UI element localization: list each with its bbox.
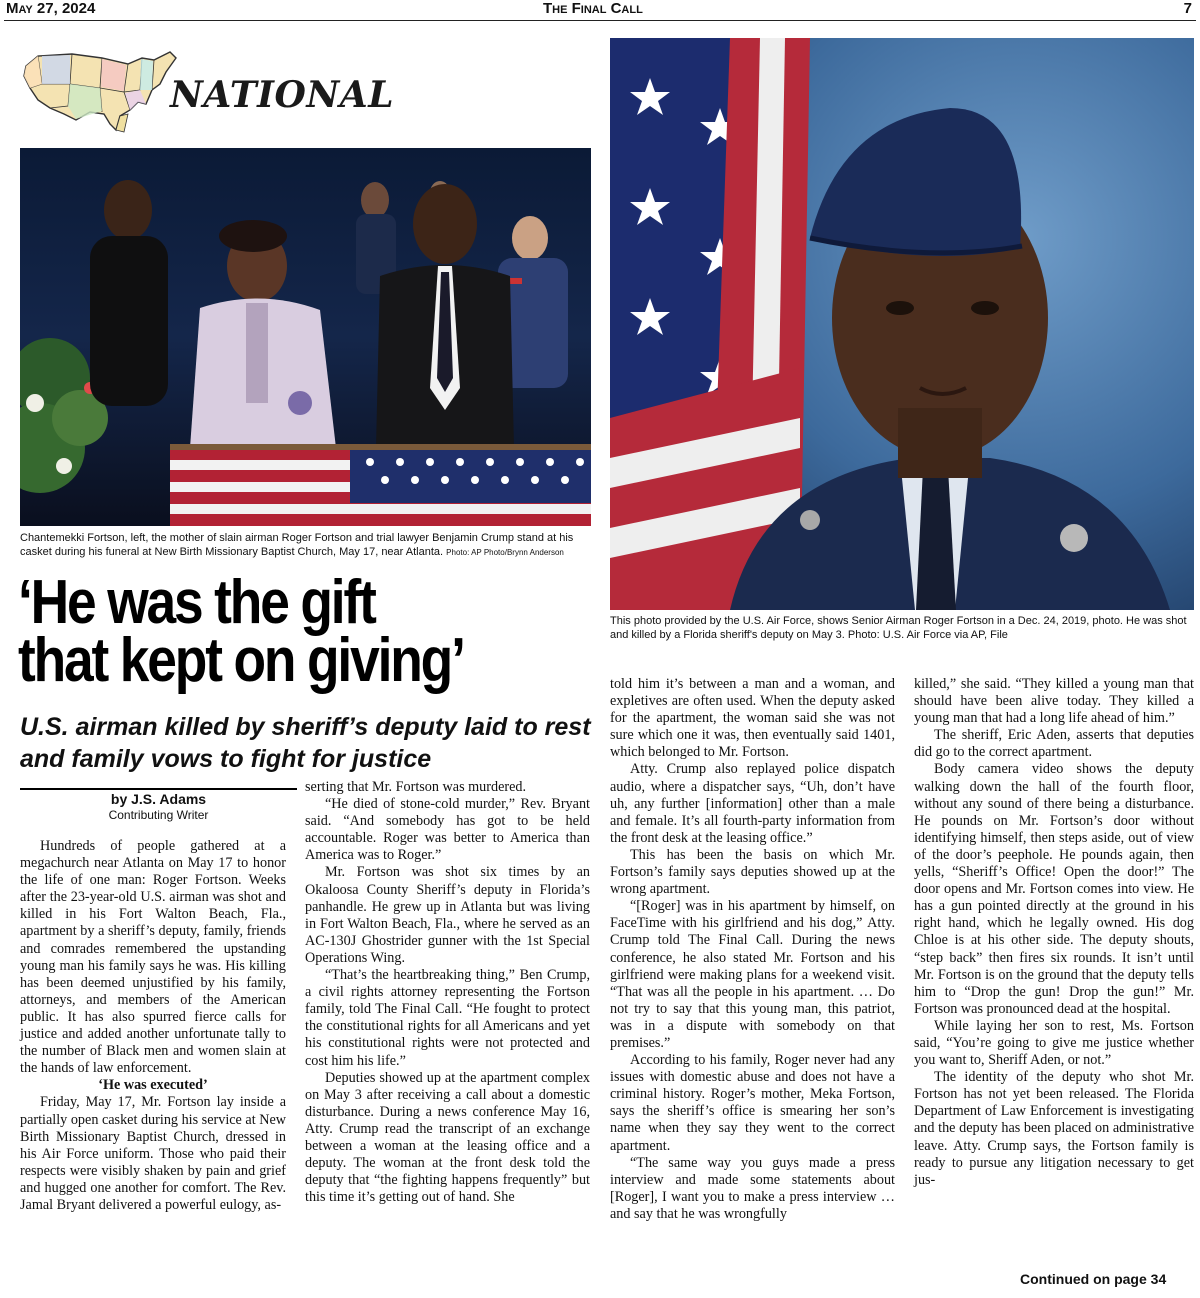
paragraph: Deputies showed up at the apartment complex on May 3 after receiving a call about a domestic disturbance. During a news conference May 16, Atty. Crump read the transcript of an exchange between a woman at the leasing office and a deputy. The woman at the front desk told the deputy that “the fighting happens frequently” but this time it’s getting out of hand. She	[305, 1069, 590, 1206]
paragraph: “That’s the heartbreaking thing,” Ben Crump, a civil rights attorney representing the Fortson family, told The Final Call. “He fought to protect the constitutional rights for all Americans and yet his constitutional rights were not protected and cost him his life.”	[305, 967, 590, 1069]
paragraph: Atty. Crump also replayed police dispatch audio, where a dispatcher says, “Uh, don’t have uh, any further [information] other than a male and female. It’s all fourth-party information from the front desk at the leasing office.”	[610, 761, 895, 846]
paragraph: “[Roger] was in his apartment by himself, on FaceTime with his girlfriend and his dog,” Atty. Crump told The Final Call. During the news conference, he also stated Mr. Fortson and his girlfriend were making plans for a weekend visit. “That was all the people in his apartment. … Do not try to say that this young man, this patriot, was in a dispute with somebody on that premises.”	[610, 898, 895, 1051]
paragraph: Body camera video shows the deputy walking down the hall of the fourth floor, without any sound of there being a disturbance. He pounds on Mr. Fortson’s door without identifying himself, then steps aside, out of view of the door’s peephole. He pounds again, then yells, “Sheriff’s Office! Open the door!” The door opens and Mr. Fortson comes into view. He has a gun pointed directly at the ground in his right hand, which he legally owned. His dog Chloe is at his other side. The deputy shouts, “step back” then fires six rounds. It isn’t until Mr. Fortson is on the ground that the deputy tells him to “Drop the gun! Drop the gun!” Mr. Fortson was pronounced dead at the hospital.	[914, 761, 1194, 1017]
headline-line-1: ‘He was the gift	[18, 568, 375, 637]
subhead: ‘He was executed’	[98, 1077, 208, 1094]
page-folio	[0, 0, 1200, 20]
byline-rule	[20, 788, 297, 790]
author-name: by J.S. Adams	[110, 791, 207, 807]
author-role: Contributing Writer	[108, 808, 209, 822]
subheadline-deck: U.S. airman killed by sheriff’s deputy laid to rest and family vows to fight for justice	[20, 713, 591, 773]
page-number: 7	[1183, 0, 1192, 17]
headline-line-2: that kept on giving’	[18, 626, 464, 695]
section-title: NATIONAL	[170, 74, 395, 116]
photo-credit: Photo: AP Photo/Brynn Anderson	[446, 548, 564, 557]
paragraph: “The same way you guys made a press interview and made some statements about [Roger], I want you to make a press interview … and say that he was wrongfully	[610, 1154, 895, 1222]
paragraph: The sheriff, Eric Aden, asserts that deputies did go to the correct apartment.	[914, 727, 1194, 761]
newspaper-name: The Final Call	[543, 0, 643, 17]
headline	[18, 568, 517, 695]
portrait-photo	[610, 38, 1194, 610]
paragraph: The identity of the deputy who shot Mr. Fortson has not yet been released. The Florida Department of Law Enforcement is investigating and the deputy has been placed on administrative leave. Atty. Crump says, the Fortson family is ready to pursue any litigation necessary to get jus-	[914, 1069, 1194, 1188]
jump-line[interactable]: Continued on page 34	[1020, 1271, 1167, 1287]
paragraph: “He died of stone-cold murder,” Rev. Bryant said. “And somebody has got to be held accountable. Roger was better to America than America was to Roger.”	[305, 796, 590, 864]
article-column-4	[914, 676, 1194, 1189]
paragraph: killed,” she said. “They killed a young man that should have been alive today. They killed a young man that had a long life ahead of him.”	[914, 676, 1194, 727]
portrait-photo-caption: This photo provided by the U.S. Air Force, shows Senior Airman Roger Fortson in a Dec. 24, 2019, photo. He was shot and killed by a Florida sheriff's deputy on May 3. Photo: U.S. Air Force via AP, File	[610, 615, 1187, 641]
paragraph: Friday, May 17, Mr. Fortson lay inside a partially open casket during his service at New Birth Missionary Baptist Church, dressed in his Air Force uniform. Those who paid their respects were visibly shaken by pain and grief and hugged one another for comfort. The Rev. Jamal Bryant delivered a powerful eulogy, as-	[20, 1094, 286, 1213]
paragraph: While laying her son to rest, Ms. Fortson said, “You’re going to give me justice whether you want to, Sheriff Aden, or not.”	[914, 1017, 1194, 1069]
paragraph: This has been the basis on which Mr. Fortson’s family says deputies showed up at the wrong apartment.	[610, 846, 895, 898]
paragraph: told him it’s between a man and a woman, and expletives are often used. When the deputy asked for the apartment, the woman said she was not sure which one it was, then eventually said 1401, which belonged to Mr. Fortson.	[610, 676, 895, 761]
article-column-3	[610, 676, 895, 1223]
section-logo	[20, 44, 395, 139]
byline	[20, 791, 297, 823]
issue-date: May 27, 2024	[6, 0, 96, 17]
us-map-icon	[20, 44, 180, 136]
folio-rule	[4, 20, 1196, 21]
paragraph: serting that Mr. Fortson was murdered.	[305, 779, 527, 795]
funeral-photo-caption	[20, 531, 592, 560]
caption-text: Chantemekki Fortson, left, the mother of slain airman Roger Fortson and trial lawyer Benjamin Crump stand at his casket during his funeral at New Birth Missionary Baptist Church, May 17, near Atlanta.	[20, 532, 574, 558]
paragraph: Mr. Fortson was shot six times by an Okaloosa County Sheriff’s deputy in Florida’s panhandle. He grew up in Atlanta but was living in Fort Walton Beach, Fla., where he served as an AC-130J Ghostrider gunner with the 1st Special Operations Wing.	[305, 864, 590, 966]
paragraph: According to his family, Roger never had any issues with domestic abuse and does not have a criminal history. Roger’s mother, Meka Fortson, says the sheriff’s office is smearing her son’s name when they say they went to the correct apartment.	[610, 1052, 895, 1154]
paragraph: Hundreds of people gathered at a megachurch near Atlanta on May 17 to honor the life of one man: Roger Fortson. Weeks after the 23-year-old U.S. airman was shot and killed in his Fort Walton Beach, Fla., apartment by a sheriff’s deputy, family, friends and comrades remembered the upstanding young man his family says he was. His killing has been deemed unjustified by his family, attorneys, and members of the American public. It has also spurred fierce calls for justice and added another unfortunate tally to the number of Black men and women slain at the hands of law enforcement.	[20, 838, 286, 1077]
article-column-1	[20, 838, 286, 1214]
funeral-photo	[20, 148, 591, 526]
article-column-2	[305, 779, 590, 1206]
